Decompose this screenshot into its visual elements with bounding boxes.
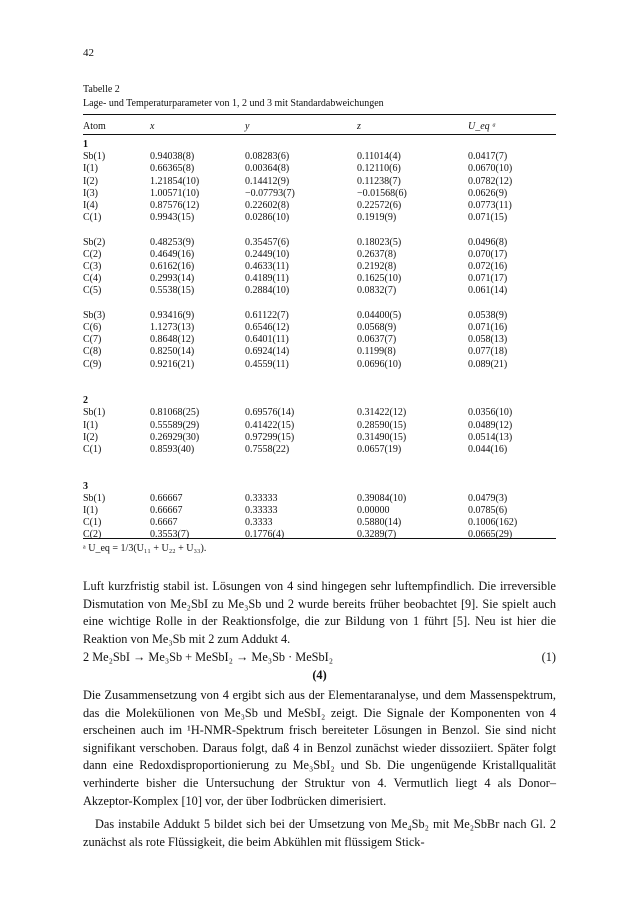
table-cell: 0.044(16)	[468, 444, 508, 455]
table-cell: I(1)	[83, 419, 98, 431]
table-row	[83, 432, 556, 445]
table-cell: Sb(1)	[83, 151, 106, 163]
table-cell: 0.0782(12)	[468, 175, 513, 187]
paragraph-3: Das instabile Addukt 5 bildet sich bei der Umsetzung von Me₄Sb₂ mit Me₂SbBr nach Gl. 2 zunächst als rote Flüssigkeit, die beim Abkühlen mit flüssigem Stick-	[83, 817, 556, 849]
table-row	[83, 176, 556, 189]
table-cell: 0.0479(3)	[468, 492, 508, 504]
table-cell: C(9)	[83, 358, 102, 370]
table-row	[83, 359, 556, 372]
table-bottom-rule	[83, 538, 556, 539]
col-head-x: x	[150, 121, 155, 132]
col-head-y: y	[245, 121, 250, 132]
table-cell: −0.07793(7)	[245, 187, 295, 199]
table-cell: I(2)	[83, 175, 98, 187]
table-cell: 1.21854(10)	[150, 175, 200, 187]
table-cell: 0.22602(8)	[245, 200, 290, 211]
table-cell: 0.0356(10)	[468, 407, 513, 419]
table-cell: 0.66667	[150, 505, 183, 516]
table-cell: 0.0568(9)	[357, 322, 397, 333]
table-cell: 0.1919(9)	[357, 212, 397, 224]
table-cell: 0.071(15)	[468, 212, 508, 224]
table-cell: 0.41422(15)	[245, 419, 295, 431]
table-row	[83, 188, 556, 201]
table-row	[83, 285, 556, 298]
table-cell: 0.071(16)	[468, 322, 508, 333]
table-cell: 1.00571(10)	[150, 187, 200, 199]
table-row	[83, 237, 556, 250]
table-cell: 0.1006(162)	[468, 517, 518, 529]
table-cell: 0.26929(30)	[150, 431, 200, 443]
table-cell: 0.3333	[245, 517, 273, 529]
table-cell: C(3)	[83, 261, 102, 272]
table-cell: 0.0657(19)	[357, 444, 402, 455]
table-row	[83, 468, 556, 481]
table-cell: 0.35457(6)	[245, 236, 290, 248]
table-cell: 0.072(16)	[468, 261, 508, 272]
table-cell: C(5)	[83, 285, 102, 297]
table-row	[83, 151, 556, 164]
col-head-z: z	[357, 121, 361, 132]
table-cell: 0.00000	[357, 505, 390, 516]
table-row	[83, 517, 556, 530]
table-cell: 0.2884(10)	[245, 285, 290, 297]
table-cell: 0.0538(9)	[468, 309, 508, 321]
table-cell: 0.33333	[245, 505, 278, 516]
table-cell: 0.8648(12)	[150, 334, 195, 346]
table-cell: 0.0286(10)	[245, 212, 290, 224]
table-cell: C(4)	[83, 273, 102, 285]
table-cell: 0.94038(8)	[150, 151, 195, 163]
table-cell: 0.070(17)	[468, 248, 508, 260]
table-cell: Sb(1)	[83, 492, 106, 504]
col-head-atom: Atom	[83, 121, 106, 132]
table-row	[83, 383, 556, 396]
table-cell: Sb(2)	[83, 236, 106, 248]
table-cell: 0.089(21)	[468, 358, 508, 370]
table-row	[83, 212, 556, 225]
table-title: Tabelle 2	[83, 84, 120, 95]
table-row	[83, 456, 556, 469]
table-row	[83, 444, 556, 457]
table-cell: 0.28590(15)	[357, 419, 407, 431]
table-cell: 0.0832(7)	[357, 285, 397, 297]
table-cell: 0.9216(21)	[150, 358, 195, 370]
table-row	[83, 529, 556, 542]
table-cell: C(2)	[83, 248, 102, 260]
table-cell: 0.6924(14)	[245, 346, 290, 358]
table-row	[83, 493, 556, 506]
table-cell: 0.04400(5)	[357, 309, 402, 321]
table-cell: 0.55589(29)	[150, 419, 200, 431]
table-cell: 0.33333	[245, 492, 278, 504]
table-cell: 0.9943(15)	[150, 212, 195, 224]
table-top-rule	[83, 114, 556, 115]
table-cell: 0.4559(11)	[245, 358, 289, 370]
equation-label: (4)	[312, 668, 327, 682]
table-cell: 0.0514(13)	[468, 431, 513, 443]
table-row	[83, 371, 556, 384]
table-cell: 0.4633(11)	[245, 261, 289, 272]
table-cell: 0.00364(8)	[245, 163, 290, 175]
table-cell: Sb(1)	[83, 407, 106, 419]
table-cell: 0.2449(10)	[245, 248, 290, 260]
table-row	[83, 249, 556, 262]
table-cell: 0.4649(16)	[150, 248, 195, 260]
table-cell: 0.3289(7)	[357, 529, 397, 541]
table-cell: 0.058(13)	[468, 334, 508, 346]
table-cell: 0.1199(8)	[357, 346, 396, 358]
table-cell: 0.0696(10)	[357, 358, 402, 370]
table-cell: 0.31490(15)	[357, 431, 407, 443]
table-cell: 0.66365(8)	[150, 163, 195, 175]
table-cell: 0.0489(12)	[468, 419, 513, 431]
table-row	[83, 200, 556, 213]
table-cell: I(1)	[83, 505, 98, 516]
table-cell: I(3)	[83, 187, 98, 199]
table-cell: 0.61122(7)	[245, 309, 289, 321]
table-caption: Lage- und Temperaturparameter von 1, 2 und 3 mit Standardabweichungen	[83, 98, 384, 109]
table-cell: C(8)	[83, 346, 102, 358]
table-cell: 0.6162(16)	[150, 261, 195, 272]
table-cell: 0.48253(9)	[150, 236, 195, 248]
table-cell: −0.01568(6)	[357, 187, 407, 199]
table-cell: 0.6401(11)	[245, 334, 289, 346]
table-row	[83, 346, 556, 359]
table-cell: 0.0785(6)	[468, 505, 508, 516]
table-row	[83, 139, 556, 152]
table-row	[83, 163, 556, 176]
table-cell: C(7)	[83, 334, 102, 346]
table-cell: 0.14412(9)	[245, 175, 290, 187]
table-row	[83, 505, 556, 518]
table-cell: 0.1776(4)	[245, 529, 285, 541]
equation-text: 2 Me₂SbI → Me₃Sb + MeSbI₂ → Me₃Sb · MeSbI₂	[83, 650, 334, 664]
table-cell: 1.1273(13)	[150, 322, 195, 333]
table-row	[83, 224, 556, 237]
table-cell: 0.6667	[150, 517, 178, 529]
table-cell: 0.2637(8)	[357, 248, 397, 260]
table-cell: 0.97299(15)	[245, 431, 295, 443]
table-cell: 0.0637(7)	[357, 334, 397, 346]
table-cell: 0.0665(29)	[468, 529, 513, 541]
table-cell: C(1)	[83, 212, 102, 224]
col-head-ueq: U_eq ᵃ	[468, 121, 497, 132]
table-row	[83, 298, 556, 311]
table-row	[83, 334, 556, 347]
table-cell: 0.2993(14)	[150, 273, 195, 285]
table-cell: 0.31422(12)	[357, 407, 407, 419]
table-cell: 0.4189(11)	[245, 273, 289, 285]
table-cell: 0.39084(10)	[357, 492, 407, 504]
table-cell: 0.22572(6)	[357, 200, 402, 211]
table-row	[83, 261, 556, 274]
table-cell: 0.0626(9)	[468, 187, 508, 199]
table-cell: I(4)	[83, 200, 98, 211]
table-row	[83, 310, 556, 323]
table-cell: Sb(3)	[83, 309, 106, 321]
page-number: 42	[83, 47, 94, 59]
table-cell: 0.93416(9)	[150, 309, 195, 321]
table-row	[83, 420, 556, 433]
table-row	[83, 322, 556, 335]
table-row	[83, 407, 556, 420]
table-cell: 0.0670(10)	[468, 163, 513, 175]
table-cell: 0.18023(5)	[357, 236, 402, 248]
table-cell: 0.077(18)	[468, 346, 508, 358]
table-cell: 3	[83, 480, 88, 492]
table-cell: 0.061(14)	[468, 285, 508, 297]
table-cell: 0.12110(6)	[357, 163, 401, 175]
table-cell: 0.7558(22)	[245, 444, 290, 455]
table-cell: I(2)	[83, 431, 98, 443]
table-cell: 0.87576(12)	[150, 200, 200, 211]
table-cell: 0.69576(14)	[245, 407, 295, 419]
paragraph-2: Die Zusammensetzung von 4 ergibt sich aus der Elementaranalyse, und dem Massenspektrum, das die Molekülionen von Me₃Sb und MeSbI₂ zeigt. Die Signale der Komponenten von 4 erscheinen auch im ¹H-NMR-Spektrum frisch bereiteter Lösungen in Benzol. Sie sind nicht signifikant verschoben. Daraus folgt, daß 4 in Benzol zunächst wieder dissoziiert. Später folgt dann eine Redoxdisproportionierung zu Me₃SbI₂ und Sb. Die ungenügende Kristallqualität verhinderte bisher die Untersuchung der Struktur von 4. Vermutlich liegt 4 als Donor–Akzeptor-Komplex [10] vor, der über Iodbrücken dimerisiert.	[83, 688, 556, 808]
table-header-rule	[83, 134, 556, 135]
table-cell: C(1)	[83, 444, 102, 455]
table-cell: 0.8250(14)	[150, 346, 195, 358]
table-cell: 0.5880(14)	[357, 517, 402, 529]
table-cell: 0.8593(40)	[150, 444, 195, 455]
table-footnote: ᵃ U_eq = 1/3(U₁₁ + U₂₂ + U₃₃).	[83, 543, 207, 554]
paragraph-1: Luft kurzfristig stabil ist. Lösungen von 4 sind hingegen sehr luftempfindlich. Die irreversible Dismutation von Me₂SbI zu Me₃Sb und 2 wurde bereits früher beobachtet [9]. Sie spielt auch eine wichtige Rolle in der Reaktionsfolge, die zur Bildung von 1 führt [5]. Neu ist hier die Reaktion von Me₃Sb mit 2 zum Addukt 4.	[83, 579, 556, 646]
table-cell: 0.0496(8)	[468, 236, 508, 248]
table-cell: 0.3553(7)	[150, 529, 190, 541]
table-cell: C(1)	[83, 517, 102, 529]
table-cell: 0.81068(25)	[150, 407, 200, 419]
table-cell: 0.08283(6)	[245, 151, 290, 163]
table-cell: 0.11014(4)	[357, 151, 401, 163]
table-cell: 0.5538(15)	[150, 285, 195, 297]
table-cell: C(2)	[83, 529, 102, 541]
table-cell: 1	[83, 139, 88, 150]
table-cell: 0.1625(10)	[357, 273, 402, 285]
equation-1	[83, 650, 556, 665]
table-row	[83, 481, 556, 494]
table-cell: 0.6546(12)	[245, 322, 290, 333]
table-row	[83, 395, 556, 408]
table-row	[83, 273, 556, 286]
table-cell: 0.0773(11)	[468, 200, 512, 211]
table-cell: 0.11238(7)	[357, 175, 401, 187]
table-cell: 0.0417(7)	[468, 151, 508, 163]
table-cell: 0.2192(8)	[357, 261, 397, 272]
table-cell: 0.66667	[150, 492, 183, 504]
table-cell: I(1)	[83, 163, 98, 175]
table-cell: C(6)	[83, 322, 102, 333]
equation-number: (1)	[541, 650, 556, 664]
table-cell: 2	[83, 395, 88, 407]
table-cell: 0.071(17)	[468, 273, 508, 285]
